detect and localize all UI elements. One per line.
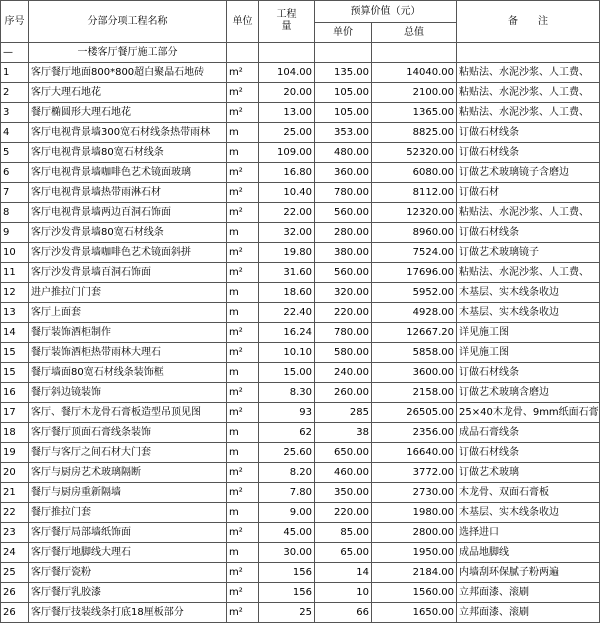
row-price: 240.00 bbox=[315, 363, 372, 383]
table-row bbox=[1, 243, 600, 263]
row-qty: 16.80 bbox=[259, 163, 315, 183]
row-name: 客厅、餐厅木龙骨石膏板造型吊顶见图 bbox=[29, 403, 227, 423]
row-price: 460.00 bbox=[315, 463, 372, 483]
table-row bbox=[1, 423, 600, 443]
section-empty-price bbox=[315, 43, 372, 63]
row-seq: 10 bbox=[1, 243, 29, 263]
row-seq: 11 bbox=[1, 263, 29, 283]
row-seq: 18 bbox=[1, 423, 29, 443]
row-total: 26505.00 bbox=[372, 403, 457, 423]
row-total: 17696.00 bbox=[372, 263, 457, 283]
row-unit: m² bbox=[227, 403, 259, 423]
row-unit: m² bbox=[227, 483, 259, 503]
row-total: 16640.00 bbox=[372, 443, 457, 463]
row-unit: m² bbox=[227, 583, 259, 603]
row-total: 6080.00 bbox=[372, 163, 457, 183]
row-qty: 156 bbox=[259, 563, 315, 583]
row-unit: m² bbox=[227, 563, 259, 583]
table-row bbox=[1, 183, 600, 203]
row-qty: 16.24 bbox=[259, 323, 315, 343]
header-seq: 序号 bbox=[1, 1, 29, 43]
row-total: 2730.00 bbox=[372, 483, 457, 503]
row-total: 2356.00 bbox=[372, 423, 457, 443]
row-unit: m² bbox=[227, 603, 259, 623]
table-row bbox=[1, 463, 600, 483]
row-remark: 木基层、实木线条收边 bbox=[457, 283, 600, 303]
row-seq: 4 bbox=[1, 123, 29, 143]
row-name: 客厅电视背景墙300宽石材线条热带雨林 bbox=[29, 123, 227, 143]
row-qty: 19.80 bbox=[259, 243, 315, 263]
row-name: 客厅电视背景墙80宽石材线条 bbox=[29, 143, 227, 163]
table-row bbox=[1, 123, 600, 143]
row-total: 8960.00 bbox=[372, 223, 457, 243]
row-price: 320.00 bbox=[315, 283, 372, 303]
section-empty-remark bbox=[457, 43, 600, 63]
row-unit: m² bbox=[227, 343, 259, 363]
row-seq: 16 bbox=[1, 383, 29, 403]
row-price: 560.00 bbox=[315, 263, 372, 283]
row-remark: 订做艺术玻璃含磨边 bbox=[457, 383, 600, 403]
row-total: 5858.00 bbox=[372, 343, 457, 363]
row-qty: 25.60 bbox=[259, 443, 315, 463]
row-price: 480.00 bbox=[315, 143, 372, 163]
row-price: 560.00 bbox=[315, 203, 372, 223]
header-budget: 预算价值（元） bbox=[315, 1, 457, 23]
row-name: 客厅电视背景墙咖啡色艺术镜面玻璃 bbox=[29, 163, 227, 183]
row-price: 360.00 bbox=[315, 163, 372, 183]
table-row bbox=[1, 223, 600, 243]
row-price: 780.00 bbox=[315, 183, 372, 203]
table-row bbox=[1, 563, 600, 583]
row-qty: 10.40 bbox=[259, 183, 315, 203]
row-price: 580.00 bbox=[315, 343, 372, 363]
row-unit: m² bbox=[227, 83, 259, 103]
row-name: 客厅沙发背景墙百洞石饰面 bbox=[29, 263, 227, 283]
row-seq: 25 bbox=[1, 563, 29, 583]
row-name: 客厅电视背景墙热带雨淋石材 bbox=[29, 183, 227, 203]
table-row bbox=[1, 163, 600, 183]
row-unit: m bbox=[227, 143, 259, 163]
row-price: 353.00 bbox=[315, 123, 372, 143]
row-total: 1560.00 bbox=[372, 583, 457, 603]
row-qty: 13.00 bbox=[259, 103, 315, 123]
section-empty-unit bbox=[227, 43, 259, 63]
row-total: 8112.00 bbox=[372, 183, 457, 203]
row-total: 14040.00 bbox=[372, 63, 457, 83]
row-total: 3600.00 bbox=[372, 363, 457, 383]
row-remark: 订做石材线条 bbox=[457, 143, 600, 163]
row-qty: 104.00 bbox=[259, 63, 315, 83]
row-price: 66 bbox=[315, 603, 372, 623]
row-seq: 14 bbox=[1, 323, 29, 343]
row-remark: 立邦面漆、滚刷 bbox=[457, 583, 600, 603]
table-body bbox=[1, 43, 600, 623]
table-row bbox=[1, 483, 600, 503]
row-name: 餐厅斜边镜装饰 bbox=[29, 383, 227, 403]
row-price: 350.00 bbox=[315, 483, 372, 503]
table-row bbox=[1, 103, 600, 123]
row-total: 12320.00 bbox=[372, 203, 457, 223]
row-price: 65.00 bbox=[315, 543, 372, 563]
table-header bbox=[1, 1, 600, 43]
row-qty: 22.00 bbox=[259, 203, 315, 223]
row-name: 餐厅墙面80宽石材线条装饰框 bbox=[29, 363, 227, 383]
row-seq: 15 bbox=[1, 363, 29, 383]
row-total: 12667.20 bbox=[372, 323, 457, 343]
row-price: 38 bbox=[315, 423, 372, 443]
row-unit: m bbox=[227, 223, 259, 243]
row-unit: m² bbox=[227, 463, 259, 483]
section-empty-total bbox=[372, 43, 457, 63]
row-remark: 详见施工图 bbox=[457, 343, 600, 363]
table-row bbox=[1, 403, 600, 423]
row-unit: m bbox=[227, 543, 259, 563]
table-row bbox=[1, 383, 600, 403]
row-name: 进户推拉门门套 bbox=[29, 283, 227, 303]
row-remark: 木基层、实木线条收边 bbox=[457, 303, 600, 323]
row-name: 餐厅与厨房重新隔墙 bbox=[29, 483, 227, 503]
row-seq: 20 bbox=[1, 463, 29, 483]
row-unit: m bbox=[227, 123, 259, 143]
row-qty: 7.80 bbox=[259, 483, 315, 503]
row-seq: 2 bbox=[1, 83, 29, 103]
row-seq: 12 bbox=[1, 283, 29, 303]
table-row bbox=[1, 323, 600, 343]
row-seq: 23 bbox=[1, 523, 29, 543]
row-qty: 62 bbox=[259, 423, 315, 443]
row-total: 1365.00 bbox=[372, 103, 457, 123]
row-qty: 25.00 bbox=[259, 123, 315, 143]
row-name: 客厅沙发背景墙80宽石材线条 bbox=[29, 223, 227, 243]
row-unit: m bbox=[227, 363, 259, 383]
row-qty: 20.00 bbox=[259, 83, 315, 103]
row-remark: 木基层、实木线条收边 bbox=[457, 503, 600, 523]
row-price: 14 bbox=[315, 563, 372, 583]
row-total: 1980.00 bbox=[372, 503, 457, 523]
row-unit: m bbox=[227, 443, 259, 463]
row-seq: 13 bbox=[1, 303, 29, 323]
row-name: 餐厅装饰酒柜热带雨林大理石 bbox=[29, 343, 227, 363]
table-row bbox=[1, 283, 600, 303]
row-unit: m² bbox=[227, 263, 259, 283]
row-name: 客厅餐厅乳胶漆 bbox=[29, 583, 227, 603]
row-name: 餐厅椭圆形大理石地花 bbox=[29, 103, 227, 123]
table-row bbox=[1, 343, 600, 363]
row-qty: 30.00 bbox=[259, 543, 315, 563]
header-remark: 备 注 bbox=[457, 1, 600, 43]
row-remark: 木龙骨、双面石膏板 bbox=[457, 483, 600, 503]
row-total: 2158.00 bbox=[372, 383, 457, 403]
row-unit: m² bbox=[227, 203, 259, 223]
table-row bbox=[1, 203, 600, 223]
row-qty: 93 bbox=[259, 403, 315, 423]
row-price: 285 bbox=[315, 403, 372, 423]
section-title: 一楼客厅餐厅施工部分 bbox=[29, 43, 227, 63]
row-total: 52320.00 bbox=[372, 143, 457, 163]
row-seq: 26 bbox=[1, 603, 29, 623]
table-row bbox=[1, 503, 600, 523]
row-seq: 19 bbox=[1, 443, 29, 463]
row-total: 7524.00 bbox=[372, 243, 457, 263]
row-name: 客厅餐厅局部墙纸饰面 bbox=[29, 523, 227, 543]
row-total: 4928.00 bbox=[372, 303, 457, 323]
row-qty: 18.60 bbox=[259, 283, 315, 303]
row-total: 8825.00 bbox=[372, 123, 457, 143]
row-qty: 22.40 bbox=[259, 303, 315, 323]
section-seq: — bbox=[1, 43, 29, 63]
row-unit: m bbox=[227, 423, 259, 443]
row-price: 220.00 bbox=[315, 303, 372, 323]
row-unit: m bbox=[227, 283, 259, 303]
row-remark: 订做艺术玻璃镜子 bbox=[457, 243, 600, 263]
row-seq: 26 bbox=[1, 583, 29, 603]
row-name: 客厅与厨房艺术玻璃隔断 bbox=[29, 463, 227, 483]
table-row bbox=[1, 263, 600, 283]
row-remark: 粘贴法、水泥沙浆、人工费、 bbox=[457, 63, 600, 83]
row-name: 客厅沙发背景墙咖啡色艺术镜面斜拼 bbox=[29, 243, 227, 263]
row-total: 3772.00 bbox=[372, 463, 457, 483]
row-remark: 订做石材 bbox=[457, 183, 600, 203]
row-unit: m² bbox=[227, 63, 259, 83]
row-name: 客厅餐厅瓷粉 bbox=[29, 563, 227, 583]
row-qty: 156 bbox=[259, 583, 315, 603]
row-total: 2800.00 bbox=[372, 523, 457, 543]
row-seq: 3 bbox=[1, 103, 29, 123]
row-qty: 15.00 bbox=[259, 363, 315, 383]
row-name: 客厅大理石地花 bbox=[29, 83, 227, 103]
table-row bbox=[1, 443, 600, 463]
header-unit: 单位 bbox=[227, 1, 259, 43]
row-qty: 32.00 bbox=[259, 223, 315, 243]
row-qty: 8.30 bbox=[259, 383, 315, 403]
row-name: 餐厅推拉门套 bbox=[29, 503, 227, 523]
row-remark: 粘贴法、水泥沙浆、人工费、 bbox=[457, 83, 600, 103]
row-total: 5952.00 bbox=[372, 283, 457, 303]
row-name: 客厅餐厅地面800*800超白聚晶石地砖 bbox=[29, 63, 227, 83]
row-remark: 立邦面漆、滚刷 bbox=[457, 603, 600, 623]
table-row bbox=[1, 363, 600, 383]
table-row bbox=[1, 543, 600, 563]
row-remark: 订做石材线条 bbox=[457, 443, 600, 463]
row-remark: 订做艺术玻璃 bbox=[457, 463, 600, 483]
table-row bbox=[1, 523, 600, 543]
table-row bbox=[1, 83, 600, 103]
row-qty: 9.00 bbox=[259, 503, 315, 523]
row-remark: 订做石材线条 bbox=[457, 223, 600, 243]
row-price: 280.00 bbox=[315, 223, 372, 243]
row-price: 135.00 bbox=[315, 63, 372, 83]
header-name: 分部分项工程名称 bbox=[29, 1, 227, 43]
row-remark: 详见施工图 bbox=[457, 323, 600, 343]
row-qty: 10.10 bbox=[259, 343, 315, 363]
row-price: 780.00 bbox=[315, 323, 372, 343]
header-qty: 工程量 bbox=[259, 1, 315, 43]
row-name: 客厅电视背景墙两边百洞石饰面 bbox=[29, 203, 227, 223]
row-seq: 6 bbox=[1, 163, 29, 183]
row-seq: 21 bbox=[1, 483, 29, 503]
row-unit: m² bbox=[227, 103, 259, 123]
header-price: 单价 bbox=[315, 23, 372, 43]
row-name: 客厅餐厅技装线条打底18厘板部分 bbox=[29, 603, 227, 623]
row-total: 1950.00 bbox=[372, 543, 457, 563]
row-remark: 粘贴法、水泥沙浆、人工费、 bbox=[457, 263, 600, 283]
row-qty: 109.00 bbox=[259, 143, 315, 163]
row-remark: 内墙刮环保腻子粉两遍 bbox=[457, 563, 600, 583]
row-qty: 8.20 bbox=[259, 463, 315, 483]
table-row bbox=[1, 303, 600, 323]
row-remark: 订做石材线条 bbox=[457, 363, 600, 383]
row-price: 10 bbox=[315, 583, 372, 603]
row-name: 餐厅与客厅之间石材大门套 bbox=[29, 443, 227, 463]
row-name: 客厅上面套 bbox=[29, 303, 227, 323]
row-seq: 24 bbox=[1, 543, 29, 563]
row-seq: 8 bbox=[1, 203, 29, 223]
table-row bbox=[1, 63, 600, 83]
row-name: 客厅餐厅地脚线大理石 bbox=[29, 543, 227, 563]
row-total: 2100.00 bbox=[372, 83, 457, 103]
row-unit: m bbox=[227, 303, 259, 323]
section-empty-qty bbox=[259, 43, 315, 63]
row-price: 105.00 bbox=[315, 83, 372, 103]
row-price: 650.00 bbox=[315, 443, 372, 463]
row-price: 105.00 bbox=[315, 103, 372, 123]
row-qty: 31.60 bbox=[259, 263, 315, 283]
row-unit: m² bbox=[227, 383, 259, 403]
row-name: 客厅餐厅顶面石膏线条装饰 bbox=[29, 423, 227, 443]
row-unit: m² bbox=[227, 323, 259, 343]
row-seq: 9 bbox=[1, 223, 29, 243]
row-remark: 选择进口 bbox=[457, 523, 600, 543]
row-remark: 25×40木龙骨、9mm纸面石膏 bbox=[457, 403, 600, 423]
row-qty: 45.00 bbox=[259, 523, 315, 543]
row-seq: 17 bbox=[1, 403, 29, 423]
row-total: 1650.00 bbox=[372, 603, 457, 623]
row-price: 260.00 bbox=[315, 383, 372, 403]
row-unit: m² bbox=[227, 523, 259, 543]
table-row bbox=[1, 143, 600, 163]
row-remark: 订做艺术玻璃镜子含磨边 bbox=[457, 163, 600, 183]
row-price: 220.00 bbox=[315, 503, 372, 523]
row-remark: 成品石膏线条 bbox=[457, 423, 600, 443]
row-remark: 粘贴法、水泥沙浆、人工费、 bbox=[457, 103, 600, 123]
row-unit: m² bbox=[227, 243, 259, 263]
row-total: 2184.00 bbox=[372, 563, 457, 583]
row-qty: 25 bbox=[259, 603, 315, 623]
table-row bbox=[1, 603, 600, 623]
row-name: 餐厅装饰酒柜制作 bbox=[29, 323, 227, 343]
row-unit: m bbox=[227, 503, 259, 523]
header-total: 总值 bbox=[372, 23, 457, 43]
row-seq: 22 bbox=[1, 503, 29, 523]
table-row bbox=[1, 583, 600, 603]
row-unit: m² bbox=[227, 163, 259, 183]
row-seq: 15 bbox=[1, 343, 29, 363]
row-remark: 成品地脚线 bbox=[457, 543, 600, 563]
row-price: 85.00 bbox=[315, 523, 372, 543]
row-remark: 粘贴法、水泥沙浆、人工费、 bbox=[457, 203, 600, 223]
section-row bbox=[1, 43, 600, 63]
row-unit: m² bbox=[227, 183, 259, 203]
row-seq: 7 bbox=[1, 183, 29, 203]
row-price: 380.00 bbox=[315, 243, 372, 263]
row-seq: 5 bbox=[1, 143, 29, 163]
row-seq: 1 bbox=[1, 63, 29, 83]
row-remark: 订做石材线条 bbox=[457, 123, 600, 143]
